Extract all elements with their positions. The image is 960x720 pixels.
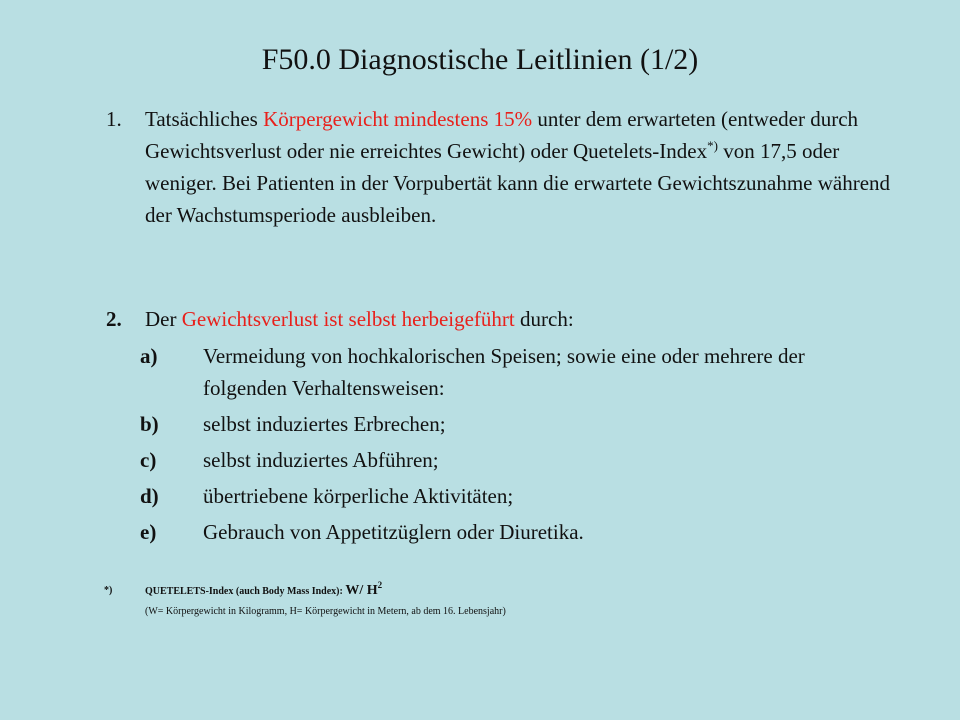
bmi-formula-base: W/ H bbox=[345, 583, 378, 598]
subitem-e bbox=[140, 516, 860, 548]
subitem-text: Gebrauch von Appetitzüglern oder Diuretika. bbox=[203, 520, 584, 544]
criterion-2-text bbox=[145, 303, 906, 335]
criterion-1-text bbox=[145, 103, 906, 231]
subitem-label: a) bbox=[140, 344, 158, 368]
subitem-b bbox=[140, 408, 860, 440]
subitem-label: c) bbox=[140, 448, 157, 472]
slide-title: F50.0 Diagnostische Leitlinien (1/2) bbox=[261, 43, 699, 76]
criterion-1-pre: Tatsächliches bbox=[145, 107, 264, 131]
criterion-1 bbox=[106, 103, 906, 231]
criterion-2-pre: Der bbox=[145, 307, 182, 331]
footnote-reference: *) bbox=[707, 138, 718, 153]
criterion-2-highlight: Gewichtsverlust ist selbst herbeigeführt bbox=[181, 307, 515, 331]
subitem-c bbox=[140, 444, 860, 476]
subitem-label: e) bbox=[140, 520, 157, 544]
footnote-mark: *) bbox=[104, 585, 113, 596]
bmi-formula-exponent: 2 bbox=[377, 580, 383, 590]
subitem-text: selbst induziertes Abführen; bbox=[203, 448, 439, 472]
footnote-text: QUETELETS-Index (auch Body Mass Index): bbox=[145, 586, 346, 597]
criterion-2-number: 2. bbox=[106, 307, 122, 331]
criterion-1-number: 1. bbox=[106, 107, 122, 131]
criterion-1-highlight: Körpergewicht mindestens 15% bbox=[263, 107, 533, 131]
subitem-label: d) bbox=[140, 484, 159, 508]
subitem-d bbox=[140, 480, 860, 512]
footnote bbox=[104, 580, 383, 600]
footnote-detail: (W= Körpergewicht in Kilogramm, H= Körpergewicht in Metern, ab dem 16. Lebensjahr) bbox=[145, 606, 506, 617]
subitem-text: Vermeidung von hochkalorischen Speisen; sowie eine oder mehrere der folgenden Verhaltensweisen: bbox=[203, 344, 805, 400]
subitem-text: selbst induziertes Erbrechen; bbox=[203, 412, 446, 436]
criterion-2-post: durch: bbox=[514, 307, 574, 331]
bmi-formula bbox=[345, 580, 383, 598]
criterion-1-post2: von 17,5 oder weniger. Bei Patienten in der Vorpubertät kann die erwartete Gewichtszunahme während der Wachstumsperiode ausbleiben. bbox=[145, 139, 891, 227]
subitem-text: übertriebene körperliche Aktivitäten; bbox=[203, 484, 514, 508]
subitem-label: b) bbox=[140, 412, 159, 436]
criterion-2 bbox=[106, 303, 906, 335]
subitem-a bbox=[140, 340, 860, 404]
criterion-1-post: unter dem erwarteten (entweder durch Gewichtsverlust oder nie erreichtes Gewicht) oder Quetelets-Index bbox=[145, 107, 859, 163]
